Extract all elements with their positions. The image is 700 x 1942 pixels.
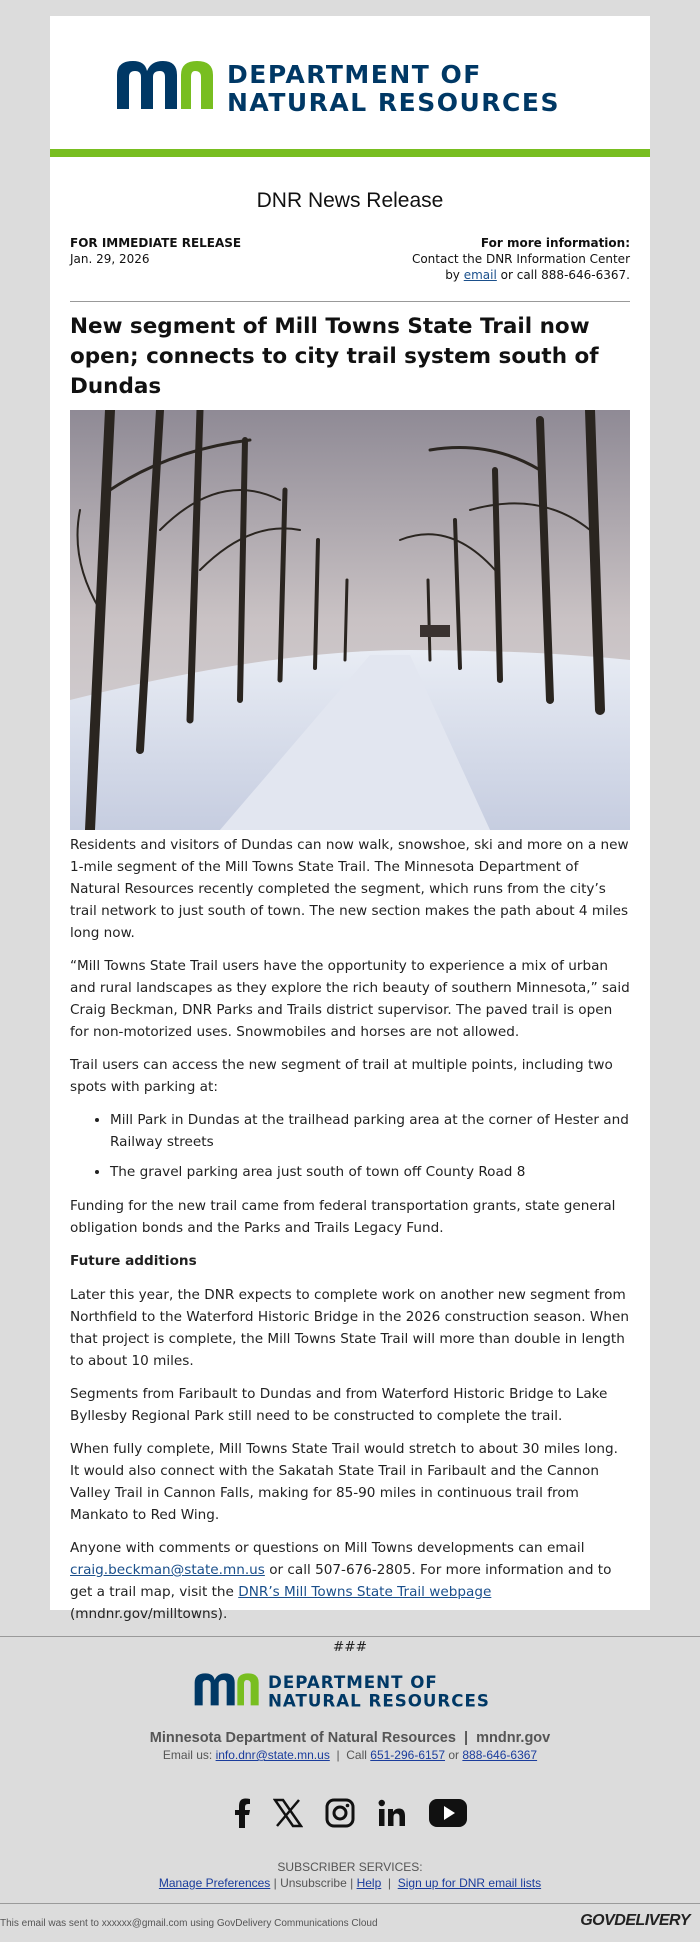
footer-logo-mark [190,1668,510,1708]
subscriber-links [0,1876,700,1890]
email-card [50,16,650,1655]
release-date: Jan. 29, 2026 [70,252,150,266]
instagram-icon[interactable] [325,1798,355,1828]
govdelivery-logo[interactable] [580,1912,690,1930]
info-phone: or call 888-646-6367. [496,268,630,282]
info-email-link[interactable]: email [463,268,497,282]
facebook-icon[interactable] [233,1798,251,1828]
paragraph-1: Residents and visitors of Dundas can now walk, snowshoe, ski and more on a new 1-mile segment of the Mill Towns State Trail. The Minnesota Department of Natural Resources recently completed the segment, which runs from the city’s trail network to just south of town. The new section makes the path about 4 miles long now. [70,837,629,941]
parking-list [70,1109,630,1183]
release-meta [50,235,650,283]
info-label: For more information: [480,236,630,250]
bottom-divider [0,1903,700,1904]
footer-email-link[interactable]: info.dnr@state.mn.us [215,1748,330,1762]
sent-notice: This email was sent to xxxxxx@gmail.com using GovDelivery Communications Cloud [0,1918,378,1929]
paragraph-7: When fully complete, Mill Towns State Trail would stretch to about 30 miles long. It would also connect with the Sakatah State Trail in Faribault and the Cannon Valley Trail in Cannon Falls, making for 85-90 miles in continuous trail from Mankato to Red Wing. [70,1441,618,1523]
trail-photo [70,410,630,830]
phone2-link[interactable]: 888-646-6367 [462,1748,538,1762]
org-name: Minnesota Department of Natural Resources [149,1730,456,1746]
end-mark: ### [332,1639,368,1655]
youtube-icon[interactable] [429,1799,467,1827]
paragraph-8 [70,1537,630,1625]
green-divider [50,149,650,157]
footer-logo-line1: DEPARTMENT OF [268,1673,438,1692]
or-text: or [445,1748,463,1762]
paragraph-6: Segments from Faribault to Dundas and from Waterford Historic Bridge to Lake Byllesby Regional Park still need to be constructed to complete the trail. [70,1386,608,1424]
subscriber-label: SUBSCRIBER SERVICES: [277,1860,423,1874]
footer-logo-line2: NATURAL RESOURCES [268,1691,490,1708]
dnr-logo [50,16,650,149]
list-item: • The gravel parking area just south of town off County Road 8 [110,1161,630,1183]
manage-preferences-link[interactable]: Manage Preferences [158,1876,271,1890]
paragraph-2: “Mill Towns State Trail users have the opportunity to experience a mix of urban and rural landscapes as they explore the rich beauty of southern Minnesota,” said Craig Beckman, DNR Parks and Trails district supervisor. The paved trail is open for non-motorized uses. Snowmobiles and horses are not allowed. [70,958,630,1040]
x-icon[interactable] [273,1798,303,1828]
p8-text: or call 507-676-2805. For more information and to get a trail map, visit the [70,1562,612,1600]
info-by: by [445,268,464,282]
help-link[interactable]: Help [356,1876,382,1890]
p8-text: (mndnr.gov/milltowns). [70,1606,228,1622]
separator: | [381,1876,398,1890]
article-body [50,834,650,1658]
footer [0,1636,700,1890]
linkedin-icon[interactable] [377,1798,407,1828]
website: mndnr.gov [476,1730,551,1746]
signup-link[interactable]: Sign up for DNR email lists [397,1876,542,1890]
p8-text: Anyone with comments or questions on Mill Towns developments can email [70,1540,585,1556]
separator: | [455,1730,477,1746]
contact-email-link[interactable]: craig.beckman@state.mn.us [70,1562,265,1578]
subheading: Future additions [70,1253,197,1269]
email-label: Email us: [162,1748,216,1762]
trail-webpage-link[interactable]: DNR’s Mill Towns State Trail webpage [238,1584,492,1600]
release-title: DNR News Release [256,189,444,212]
call-label: | Call [329,1748,371,1762]
headline: New segment of Mill Towns State Trail now open; connects to city trail system south of Dundas [70,314,599,399]
govdelivery-text: GOVDELIVERY [580,1912,690,1929]
unsubscribe-text[interactable]: | Unsubscribe | [270,1876,357,1890]
footer-org [0,1730,700,1746]
info-line1: Contact the DNR Information Center [411,252,630,266]
social-icons [0,1796,700,1830]
divider [70,301,630,302]
logo-line1: DEPARTMENT OF [227,59,482,89]
paragraph-3: Trail users can access the new segment of trail at multiple points, including two spots with parking at: [70,1057,613,1095]
logo-line2: NATURAL RESOURCES [227,87,560,113]
footer-logo [0,1668,700,1708]
footer-contacts [0,1748,700,1762]
paragraph-4: Funding for the new trail came from federal transportation grants, state general obligation bonds and the Parks and Trails Legacy Fund. [70,1198,616,1236]
phone1-link[interactable]: 651-296-6157 [370,1748,446,1762]
paragraph-5: Later this year, the DNR expects to complete work on another new segment from Northfield to the Waterford Historic Bridge in the 2026 construction season. When that project is complete, the Mill Towns State Trail will more than double in length to about 10 miles. [70,1287,629,1369]
dnr-logo-mark [115,53,585,113]
release-label: FOR IMMEDIATE RELEASE [70,236,242,250]
list-item: • Mill Park in Dundas at the trailhead parking area at the corner of Hester and Railway streets [110,1109,630,1153]
